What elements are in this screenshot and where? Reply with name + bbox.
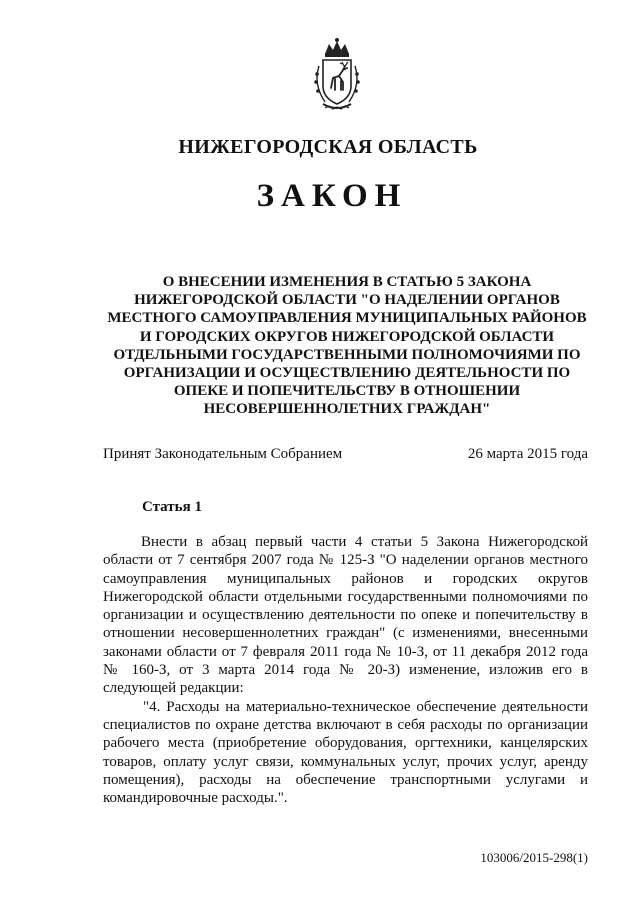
law-title-line: НИЖЕГОРОДСКОЙ ОБЛАСТИ "О НАДЕЛЕНИИ ОРГАНОВ <box>134 292 560 309</box>
coat-of-arms-icon <box>305 36 369 116</box>
law-title <box>100 273 594 419</box>
adopted-by: Принят Законодательным Собранием <box>103 446 343 462</box>
region-name: НИЖЕГОРОДСКАЯ ОБЛАСТЬ <box>178 136 478 158</box>
document-type: ЗАКОН <box>256 178 408 214</box>
law-title-line: ОПЕКЕ И ПОПЕЧИТЕЛЬСТВУ В ОТНОШЕНИИ <box>173 383 521 400</box>
document-number: 103006/2015-298(1) <box>480 850 588 865</box>
article-paragraph-quote: "4. Расходы на материально-техническое обеспечение деятельности специалистов по охране детства включают в себя расходы по организации рабочего места (приобретение оборудования, оргтехники, канцелярских товаров, оплату услуг связи, коммунальных услуг, прочих услуг, аренду помещения), расходы на обеспечение транспортными услугами и командировочные расходы.". <box>103 698 588 807</box>
article-paragraph: Внести в абзац первый части 4 статьи 5 Закона Нижегородской области от 7 сентября 2007 года № 125-З "О наделении органов местного самоуправления муниципальных районов и городских округов Нижегородской области отдельными государственными полномочиями по организации и осуществлению деятельности по опеке и попечительству в отношении несовершеннолетних граждан" (с изменениями, внесенными законами области от 7 февраля 2011 года № 10-З, от 11 декабря 2012 года № 160-З, от 3 марта 2014 года № 20-З) изменение, изложив его в следующей редакции: <box>103 534 588 697</box>
law-title-line: ОРГАНИЗАЦИИ И ОСУЩЕСТВЛЕНИЮ ДЕЯТЕЛЬНОСТИ ПО <box>123 365 571 382</box>
law-title-line: МЕСТНОГО САМОУПРАВЛЕНИЯ МУНИЦИПАЛЬНЫХ РАЙОНОВ <box>107 310 587 327</box>
law-title-line: НЕСОВЕРШЕННОЛЕТНИХ ГРАЖДАН" <box>203 401 491 418</box>
adopted-date: 26 марта 2015 года <box>467 446 588 462</box>
law-title-line: И ГОРОДСКИХ ОКРУГОВ НИЖЕГОРОДСКОЙ ОБЛАСТИ <box>139 328 555 345</box>
law-title-line: О ВНЕСЕНИИ ИЗМЕНЕНИЯ В СТАТЬЮ 5 ЗАКОНА <box>162 274 532 290</box>
adoption-line <box>103 446 588 463</box>
article-body <box>103 533 588 807</box>
article-heading: Статья 1 <box>142 499 202 515</box>
law-title-line: ОТДЕЛЬНЫМИ ГОСУДАРСТВЕННЫМИ ПОЛНОМОЧИЯМИ ПО <box>113 346 581 363</box>
